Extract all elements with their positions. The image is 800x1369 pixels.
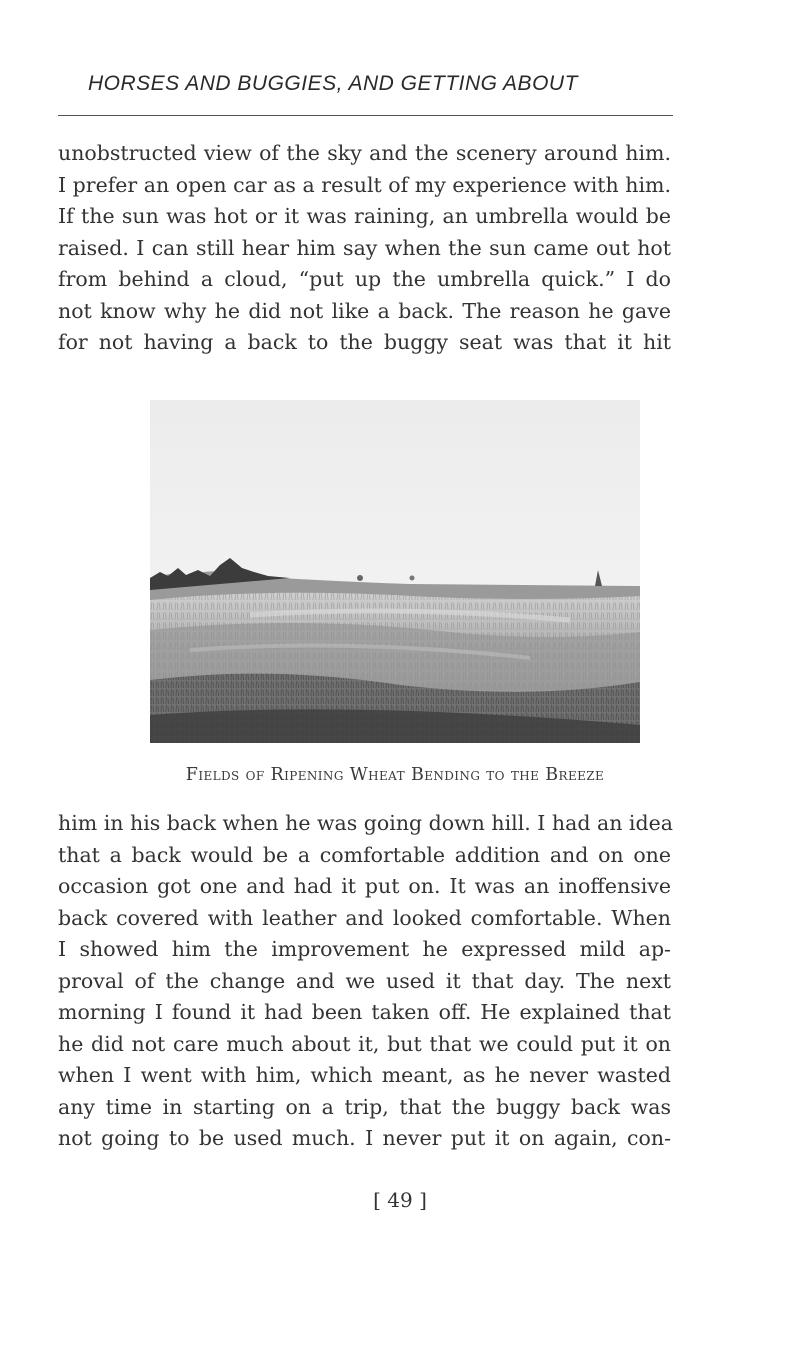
text-line: from behind a cloud, “put up the umbrella quick.” I do [58, 267, 671, 291]
text-line: when I went with him, which meant, as he never wasted [58, 1063, 671, 1087]
paragraph-bottom [58, 808, 671, 1155]
text-line: If the sun was hot or it was raining, an umbrella would be [58, 204, 671, 228]
text-line: for not having a back to the buggy seat was that it hit [58, 330, 671, 354]
text-line: not know why he did not like a back. The reason he gave [58, 298, 671, 323]
page-number: [ 49 ] [373, 1188, 427, 1212]
text-line: not going to be used much. I never put it on again, con- [58, 1126, 671, 1150]
wheat-field-illustration [150, 400, 640, 743]
text-line: any time in starting on a trip, that the buggy back was [58, 1094, 671, 1119]
text-line: occasion got one and had it put on. It was an inoffensive [58, 874, 671, 898]
text-line: unobstructed view of the sky and the scenery around him. [58, 141, 671, 165]
header-rule [58, 115, 673, 116]
text-line: I showed him the improvement he expressed mild ap- [58, 937, 671, 961]
paragraph-top [58, 138, 671, 359]
wheat-field-photo [150, 400, 640, 743]
text-line: raised. I can still hear him say when the sun came out hot [58, 235, 671, 260]
text-line: back covered with leather and looked comfortable. When [58, 905, 671, 930]
text-line: morning I found it had been taken off. He explained that [58, 1000, 671, 1024]
text-line: he did not care much about it, but that we could put it on [58, 1031, 671, 1056]
text-line: proval of the change and we used it that day. The next [58, 968, 671, 993]
text-line: I prefer an open car as a result of my experience with him. [58, 172, 671, 197]
text-line: that a back would be a comfortable addition and on one [58, 842, 671, 867]
text-line: him in his back when he was going down hill. I had an idea [58, 811, 673, 835]
photo-caption: Fields of Ripening Wheat Bending to the Breeze [185, 765, 605, 785]
running-head: HORSES AND BUGGIES, AND GETTING ABOUT [88, 72, 578, 95]
